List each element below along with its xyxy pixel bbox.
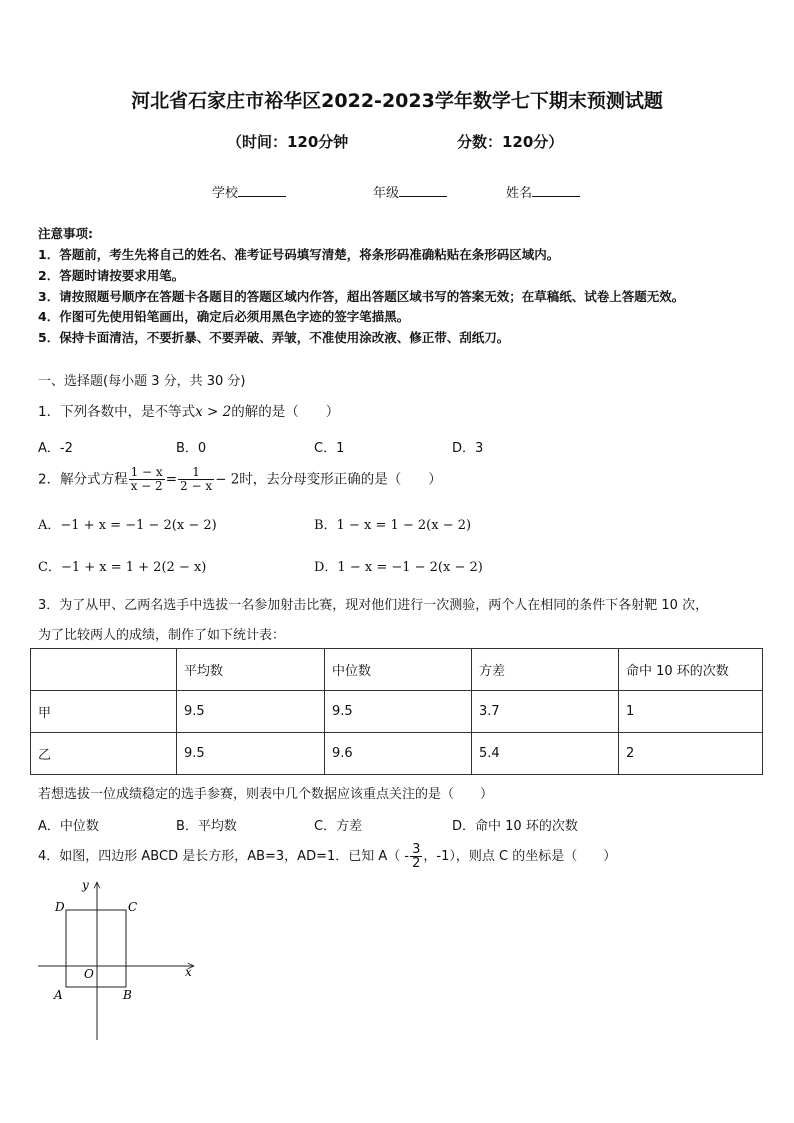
q1-text-post: 的解的是（ ） xyxy=(231,404,340,420)
q3-option-d: D．命中 10 环的次数 xyxy=(452,819,578,834)
school-label: 学校 xyxy=(212,186,239,201)
table-header-cell xyxy=(31,649,177,691)
table-header-cell: 方差 xyxy=(472,649,619,691)
q2-option-d: D．1 − x = −1 − 2(x − 2) xyxy=(314,560,483,575)
q2-frac1-denominator: x − 2 xyxy=(130,479,163,493)
q1-option-a: A．-2 xyxy=(38,441,73,456)
q2-text-pre: 2．解分式方程 xyxy=(38,471,128,488)
q2-text-post: 时，去分母变形正确的是（ ） xyxy=(239,471,442,488)
table-cell: 乙 xyxy=(31,733,177,775)
table-cell: 1 xyxy=(619,691,763,733)
q2-option-b: B．1 − x = 1 − 2(x − 2) xyxy=(314,518,472,533)
question-2 xyxy=(38,466,442,493)
q3-option-c: C．方差 xyxy=(314,819,363,834)
exam-time: （时间：120分钟 xyxy=(227,133,349,151)
rectangle-abcd xyxy=(66,910,126,987)
q2-frac2-numerator: 1 xyxy=(178,466,214,480)
section-heading: 一、选择题(每小题 3 分，共 30 分) xyxy=(38,374,246,389)
notes-heading: 注意事项: xyxy=(38,226,93,241)
note-item: 2．答题时请按要求用笔。 xyxy=(38,268,185,283)
school-blank xyxy=(238,184,286,197)
note-item: 1．答题前，考生先将自己的姓名、准考证号码填写清楚，将条形码准确粘贴在条形码区域内。 xyxy=(38,247,560,262)
q3-line-2: 为了比较两人的成绩，制作了如下统计表： xyxy=(38,628,286,643)
table-cell: 2 xyxy=(619,733,763,775)
grade-field xyxy=(373,182,447,201)
q4-text-post: ，-1），则点 C 的坐标是（ ） xyxy=(423,849,617,864)
table-cell: 5.4 xyxy=(472,733,619,775)
point-c-label: C xyxy=(128,900,138,914)
q1-text-pre: 1．下列各数中，是不等式 xyxy=(38,404,196,420)
q2-equals: = xyxy=(165,471,177,488)
q3-option-b: B．平均数 xyxy=(176,819,237,834)
question-4 xyxy=(38,843,616,870)
q4-fraction xyxy=(410,843,422,870)
table-header-cell: 平均数 xyxy=(177,649,325,691)
exam-score: 分数：120分） xyxy=(457,133,564,151)
q2-fraction-left xyxy=(129,466,165,493)
table-row xyxy=(31,733,763,775)
q4-frac-denominator: 2 xyxy=(412,856,421,871)
table-cell: 9.5 xyxy=(177,691,325,733)
q3-option-a: A．中位数 xyxy=(38,819,99,834)
q2-option-c: C．−1 + x = 1 + 2(2 − x) xyxy=(38,560,207,575)
point-b-label: B xyxy=(123,988,132,1002)
grade-label: 年级 xyxy=(373,186,400,201)
q1-option-d: D．3 xyxy=(452,441,484,456)
table-header-row xyxy=(31,649,763,691)
question-1 xyxy=(38,400,339,420)
note-item: 4．作图可先使用铅笔画出，确定后必须用黑色字迹的签字笔描黑。 xyxy=(38,309,410,324)
table-header-cell: 命中 10 环的次数 xyxy=(619,649,763,691)
q1-option-b: B．0 xyxy=(176,441,207,456)
q3-line-1: 3．为了从甲、乙两名选手中选拔一名参加射击比赛，现对他们进行一次测验，两个人在相同的条件下各射靶 10 次， xyxy=(38,598,709,613)
q2-frac2-denominator: 2 − x xyxy=(180,479,213,493)
note-item: 3．请按照题号顺序在答题卡各题目的答题区域内作答，超出答题区域书写的答案无效；在草稿纸、试卷上答题无效。 xyxy=(38,289,685,304)
q2-tail: − 2 xyxy=(215,471,240,488)
rectangle-coordinate-figure xyxy=(30,872,200,1047)
school-field xyxy=(212,182,286,201)
point-a-label: A xyxy=(54,988,63,1002)
table-cell: 甲 xyxy=(31,691,177,733)
grade-blank xyxy=(399,184,447,197)
q2-frac1-numerator: 1 − x xyxy=(130,465,163,479)
name-label: 姓名 xyxy=(506,186,533,201)
stats-table xyxy=(30,648,763,775)
q4-frac-numerator: 3 xyxy=(412,842,421,857)
point-d-label: D xyxy=(55,900,65,914)
name-field xyxy=(506,182,580,201)
origin-label: O xyxy=(84,967,94,981)
q2-option-a: A．−1 + x = −1 − 2(x − 2) xyxy=(38,518,217,533)
y-axis-label: y xyxy=(82,878,89,892)
q2-fraction-right xyxy=(178,466,214,493)
x-axis-label: x xyxy=(185,965,192,979)
table-cell: 9.5 xyxy=(177,733,325,775)
q4-text-pre: 4．如图，四边形 ABCD 是长方形，AB=3，AD=1．已知 A（ - xyxy=(38,849,410,864)
table-header-cell: 中位数 xyxy=(325,649,472,691)
q3-question: 若想选拔一位成绩稳定的选手参赛，则表中几个数据应该重点关注的是（ ） xyxy=(38,787,494,802)
table-cell: 3.7 xyxy=(472,691,619,733)
q1-option-c: C．1 xyxy=(314,441,345,456)
q1-inequality: x > 2 xyxy=(195,404,232,420)
page-title: 河北省石家庄市裕华区2022-2023学年数学七下期末预测试题 xyxy=(131,90,663,112)
table-cell: 9.5 xyxy=(325,691,472,733)
note-item: 5．保持卡面清洁，不要折暴、不要弄破、弄皱，不准使用涂改液、修正带、刮纸刀。 xyxy=(38,330,510,345)
table-cell: 9.6 xyxy=(325,733,472,775)
name-blank xyxy=(532,184,580,197)
table-row xyxy=(31,691,763,733)
